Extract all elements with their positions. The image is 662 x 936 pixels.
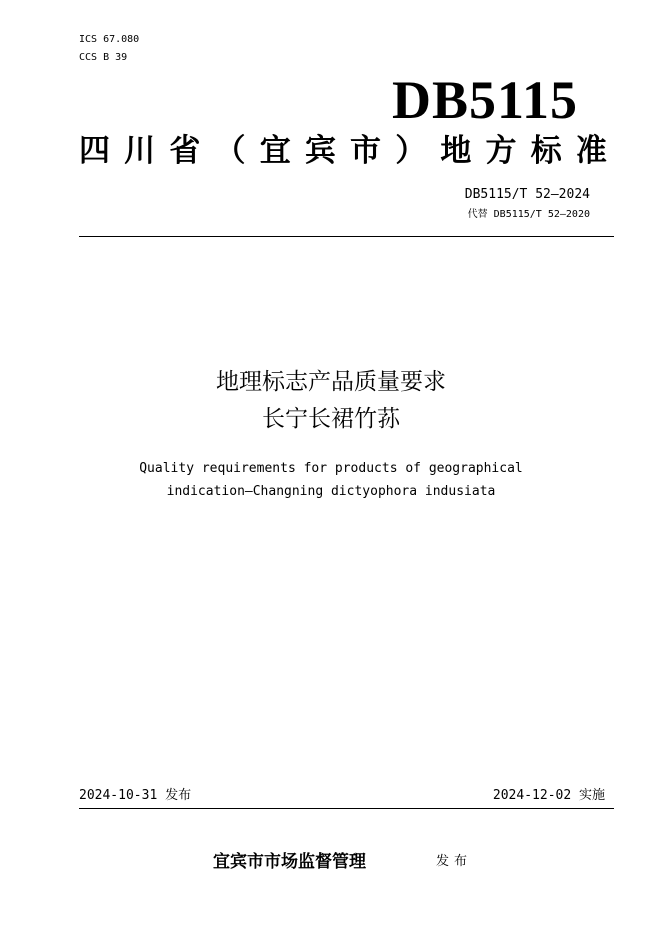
standard-type-char: 四 bbox=[79, 133, 110, 169]
standard-replaces: 代替 DB5115/T 52—2020 bbox=[467, 209, 590, 220]
ccs-code: CCS B 39 bbox=[79, 52, 128, 63]
issue-date: 2024-10-31 发布 bbox=[79, 788, 192, 803]
standard-type-char: 标 bbox=[530, 133, 562, 169]
standard-type-char: 市 bbox=[350, 133, 382, 169]
standard-type-char: 省 bbox=[169, 133, 201, 169]
standard-code: DB5115 bbox=[391, 70, 578, 130]
ics-code: ICS 67.080 bbox=[79, 34, 140, 45]
standard-type-char: 宜 bbox=[259, 133, 291, 169]
standard-type-char: 川 bbox=[124, 133, 156, 169]
standard-number: DB5115/T 52—2024 bbox=[464, 187, 590, 202]
title-cn-line2: 长宁长裙竹荪 bbox=[262, 406, 400, 432]
bottom-divider bbox=[79, 808, 614, 809]
standard-type-char: （ bbox=[214, 133, 246, 169]
implementation-date: 2024-12-02 实施 bbox=[492, 788, 605, 803]
standard-type-title bbox=[79, 131, 607, 171]
standard-type-char: 方 bbox=[485, 133, 517, 169]
standard-type-char: 准 bbox=[575, 133, 607, 169]
issuing-authority: 宜宾市市场监督管理 bbox=[213, 852, 366, 872]
top-divider bbox=[79, 236, 614, 237]
standard-type-char: 地 bbox=[440, 133, 472, 169]
standard-type-char: ） bbox=[395, 133, 427, 169]
title-cn-line1: 地理标志产品质量要求 bbox=[216, 369, 446, 395]
issue-label: 发布 bbox=[436, 854, 473, 869]
standard-type-char: 宾 bbox=[304, 133, 336, 169]
title-en-line2: indication—Changning dictyophora indusiata bbox=[166, 484, 496, 499]
title-en-line1: Quality requirements for products of geographical bbox=[139, 461, 523, 476]
